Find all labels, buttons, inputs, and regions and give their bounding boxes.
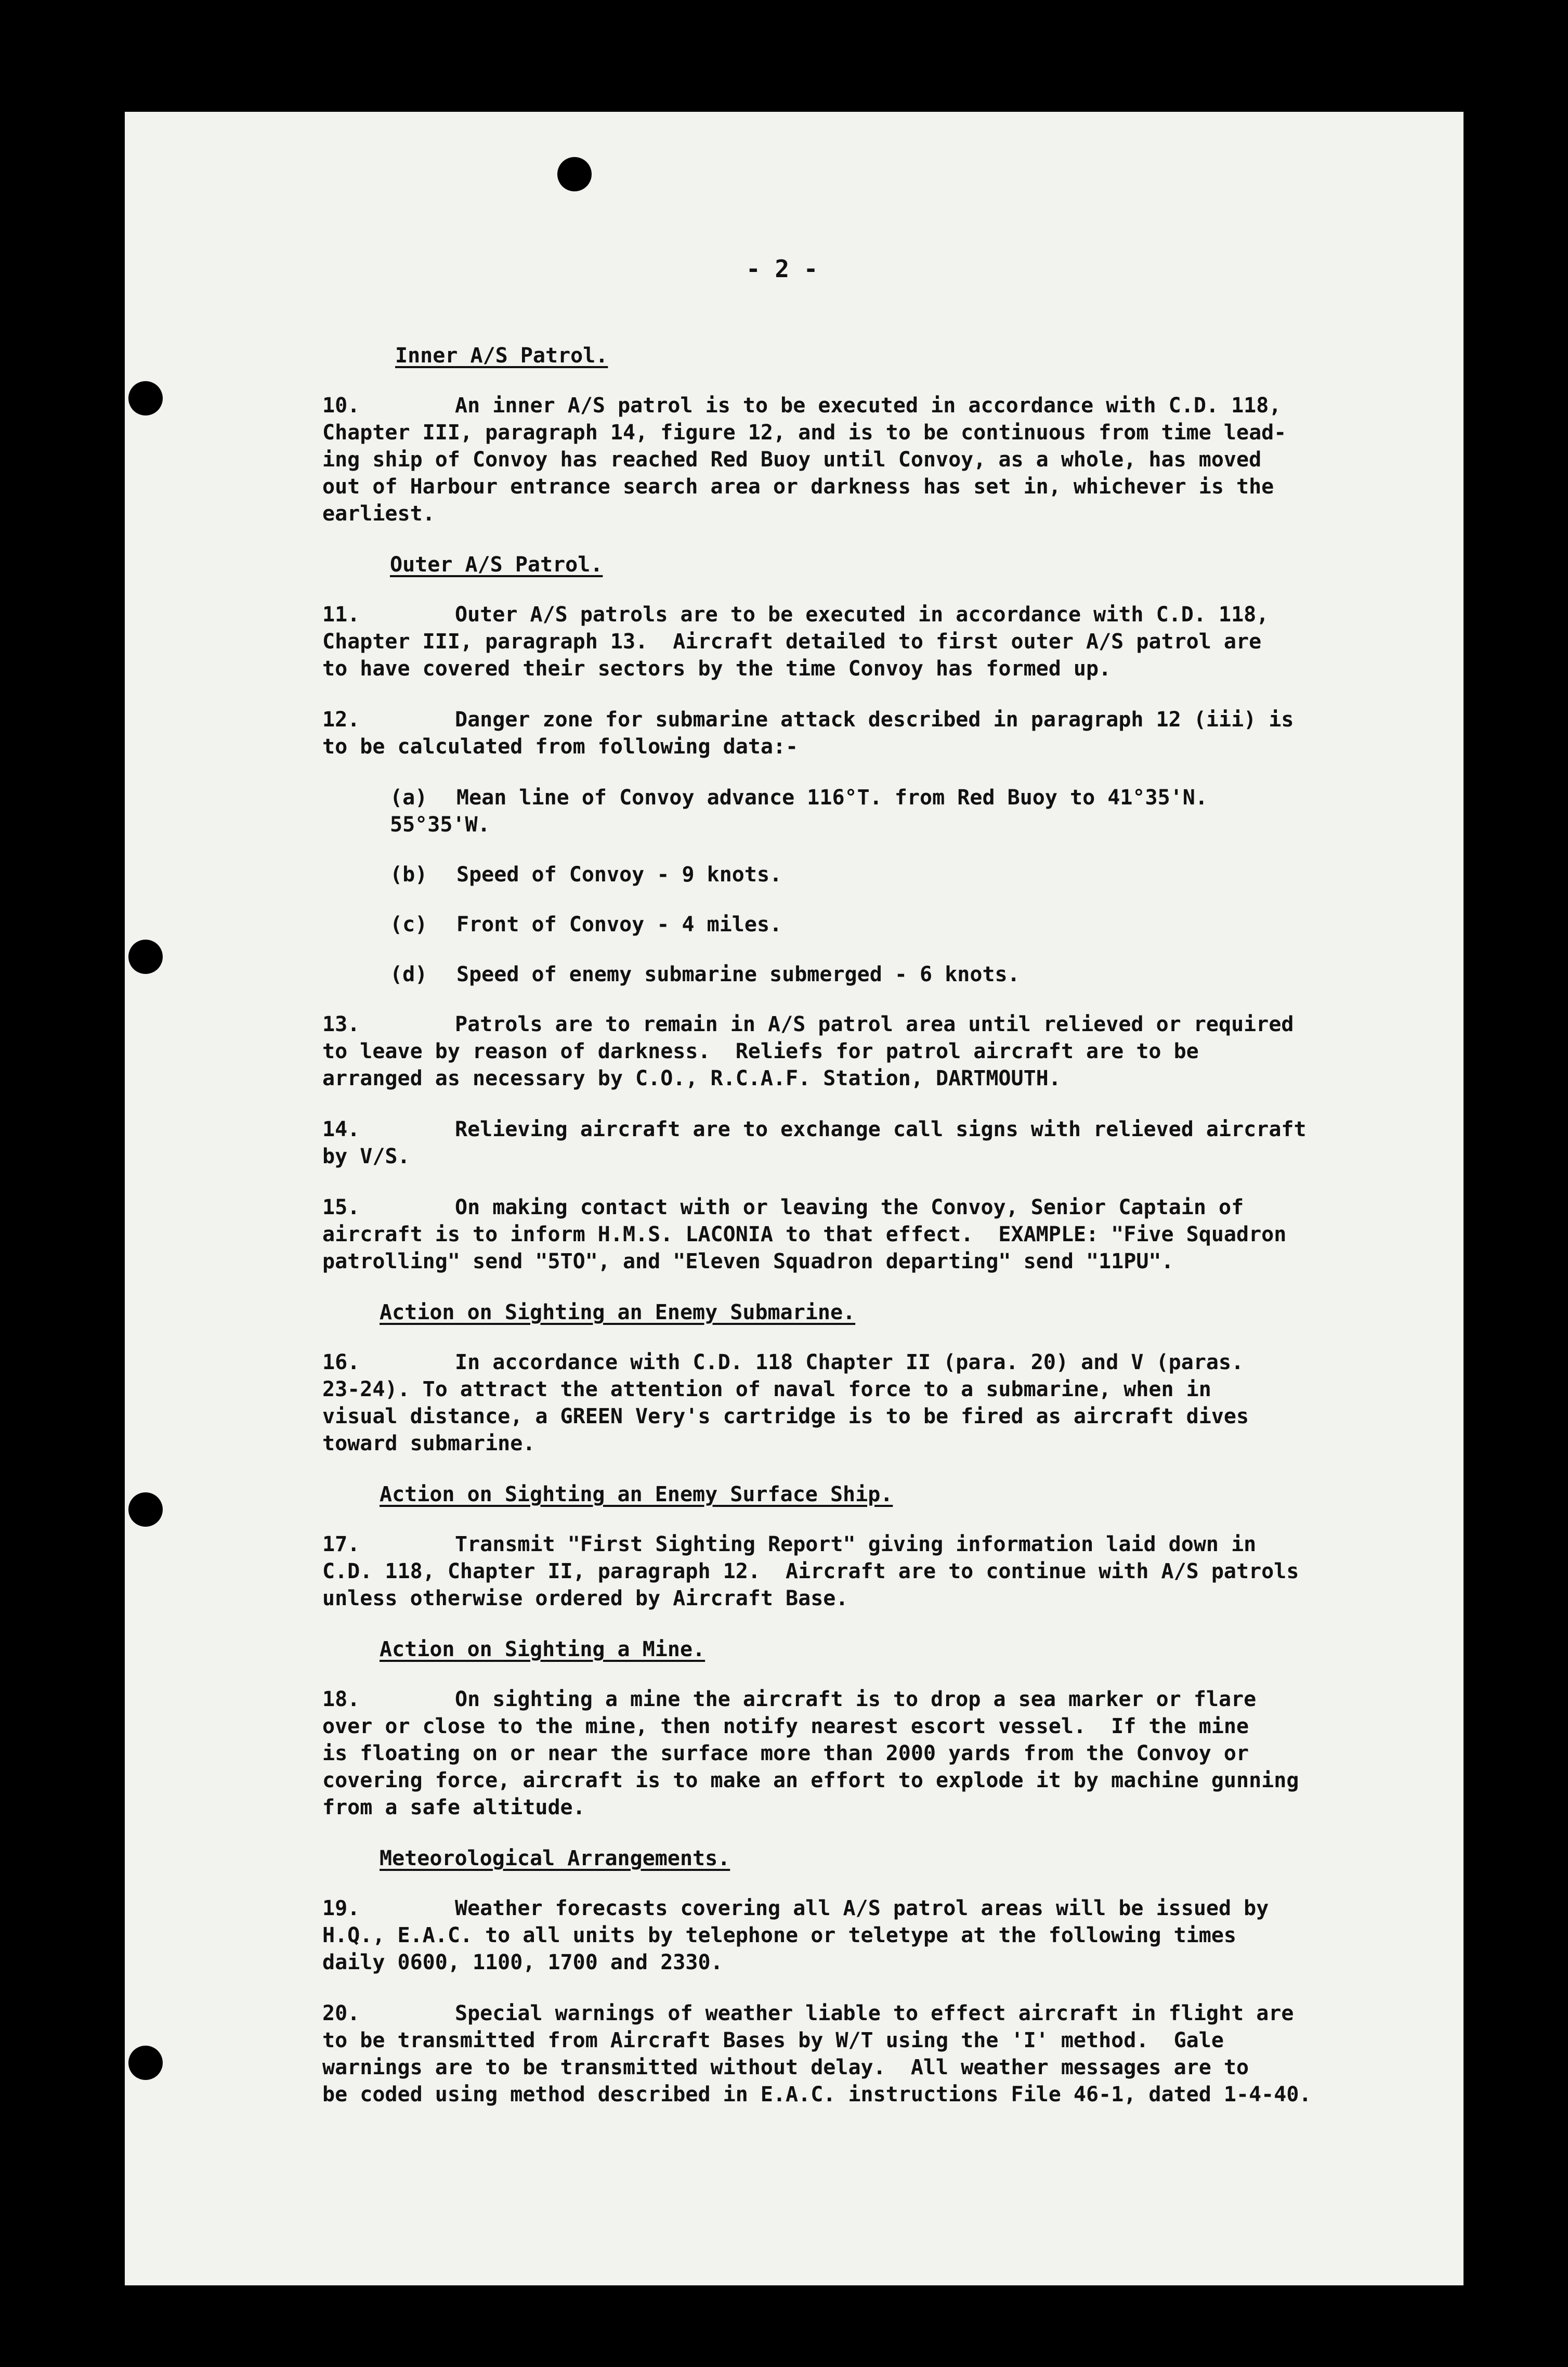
paragraph-text: In accordance with C.D. 118 Chapter II (para. 20) and V (paras. 23-24). To attract the attention of naval force to a submarine, when in visual distance, a GREEN Very's cartridge is to be fired as aircraft dives toward submarine. — [322, 1350, 1249, 1455]
paragraph-number: 11. — [322, 603, 360, 627]
subitem-label: (d) — [390, 963, 428, 986]
subitem-label: (a) — [390, 786, 428, 810]
document-body — [322, 333, 1388, 2132]
paragraph-text: Outer A/S patrols are to be executed in accordance with C.D. 118, Chapter III, paragraph 13. Aircraft detailed to first outer A/S patrol are to have covered their sectors by the time Convoy has formed up. — [322, 603, 1269, 681]
paragraph-number: 18. — [322, 1687, 360, 1711]
punch-hole-left-4 — [128, 2046, 163, 2080]
paragraph-text: Danger zone for submarine attack described in paragraph 12 (iii) is to be calculated from following data:- — [322, 708, 1294, 759]
punch-hole-left-2 — [128, 940, 163, 974]
paragraph-text: Transmit "First Sighting Report" giving information laid down in C.D. 118, Chapter II, paragraph 12. Aircraft are to continue with A/S patrols unless otherwise ordered by Aircraft Base. — [322, 1532, 1299, 1610]
subitem-a — [322, 784, 1388, 838]
section-inner-patrol — [322, 342, 1388, 369]
paragraph-text: On sighting a mine the aircraft is to drop a sea marker or flare over or close to the mine, then notify nearest escort vessel. If the mine is floating on or near the surface more than 2000 yards from the Convoy or covering force, aircraft is to make an effort to explode it by machine gunning from a safe altitude. — [322, 1687, 1299, 1819]
section-meteorological — [322, 1845, 1388, 1872]
paragraph-number: 16. — [322, 1350, 360, 1374]
section-heading: Meteorological Arrangements. — [380, 1846, 730, 1870]
subitem-d — [322, 961, 1388, 988]
paragraph-text: Relieving aircraft are to exchange call signs with relieved aircraft by V/S. — [322, 1117, 1306, 1168]
paragraph-number: 17. — [322, 1532, 360, 1556]
paragraph-20 — [322, 2000, 1388, 2108]
section-heading: Action on Sighting an Enemy Submarine. — [380, 1300, 856, 1324]
section-heading: Outer A/S Patrol. — [390, 553, 603, 577]
paragraph-14 — [322, 1116, 1388, 1170]
subitem-c — [322, 911, 1388, 938]
subitem-label: (b) — [390, 863, 428, 887]
paragraph-13 — [322, 1011, 1388, 1092]
section-enemy-surface-ship — [322, 1481, 1388, 1508]
subitem-b — [322, 861, 1388, 888]
paragraph-18 — [322, 1686, 1388, 1821]
paragraph-number: 13. — [322, 1012, 360, 1036]
section-mine — [322, 1636, 1388, 1663]
punch-hole-top — [557, 157, 592, 191]
paragraph-text: Weather forecasts covering all A/S patrol areas will be issued by H.Q., E.A.C. to all units by telephone or teletype at the following times daily 0600, 1100, 1700 and 2330. — [322, 1896, 1269, 1974]
paragraph-number: 20. — [322, 2001, 360, 2025]
section-heading: Action on Sighting an Enemy Surface Ship. — [380, 1482, 893, 1506]
paragraph-number: 10. — [322, 394, 360, 418]
paragraph-12 — [322, 706, 1388, 760]
subitem-text: Speed of Convoy - 9 knots. — [456, 863, 782, 887]
paragraph-16 — [322, 1349, 1388, 1457]
paragraph-text: Special warnings of weather liable to effect aircraft in flight are to be transmitted from Aircraft Bases by W/T using the 'I' method. Gale warnings are to be transmitted without delay. All weather messages are to be coded using method described in E.A.C. instructions File 46-1, dated 1-4-40. — [322, 2001, 1312, 2106]
subitem-text: Front of Convoy - 4 miles. — [456, 913, 782, 937]
paragraph-number: 15. — [322, 1195, 360, 1219]
section-heading: Inner A/S Patrol. — [395, 344, 608, 368]
section-enemy-submarine — [322, 1299, 1388, 1326]
punch-hole-left-3 — [128, 1492, 163, 1527]
paragraph-text: Patrols are to remain in A/S patrol area until relieved or required to leave by reason of darkness. Reliefs for patrol aircraft are to be arranged as necessary by C.O., R.C.A.F. Station, DARTMOUTH. — [322, 1012, 1294, 1090]
paragraph-15 — [322, 1194, 1388, 1275]
paragraph-number: 14. — [322, 1117, 360, 1141]
paragraph-text: An inner A/S patrol is to be executed in accordance with C.D. 118, Chapter III, paragraph 14, figure 12, and is to be continuous from time lead- ing ship of Convoy has reached Red Buoy until Convoy, as a whole, has moved out of Harbour entrance search area or darkness has set in, whichever is the earliest. — [322, 394, 1287, 526]
subitem-text: Speed of enemy submarine submerged - 6 knots. — [456, 963, 1020, 986]
paragraph-19 — [322, 1895, 1388, 1976]
page-number: - 2 - — [746, 255, 818, 283]
paragraph-10 — [322, 392, 1388, 527]
subitem-text: Mean line of Convoy advance 116°T. from Red Buoy to 41°35'N. 55°35'W. — [390, 786, 1208, 837]
paragraph-text: On making contact with or leaving the Convoy, Senior Captain of aircraft is to inform H.M.S. LACONIA to that effect. EXAMPLE: "Five Squadron patrolling" send "5TO", and "Eleven Squadron departing" send "11PU". — [322, 1195, 1287, 1273]
punch-hole-left-1 — [128, 381, 163, 415]
paragraph-number: 12. — [322, 708, 360, 732]
paragraph-number: 19. — [322, 1896, 360, 1920]
section-outer-patrol — [322, 551, 1388, 578]
subitem-label: (c) — [390, 913, 428, 937]
section-heading: Action on Sighting a Mine. — [380, 1637, 705, 1661]
paragraph-11 — [322, 601, 1388, 682]
paragraph-17 — [322, 1531, 1388, 1612]
